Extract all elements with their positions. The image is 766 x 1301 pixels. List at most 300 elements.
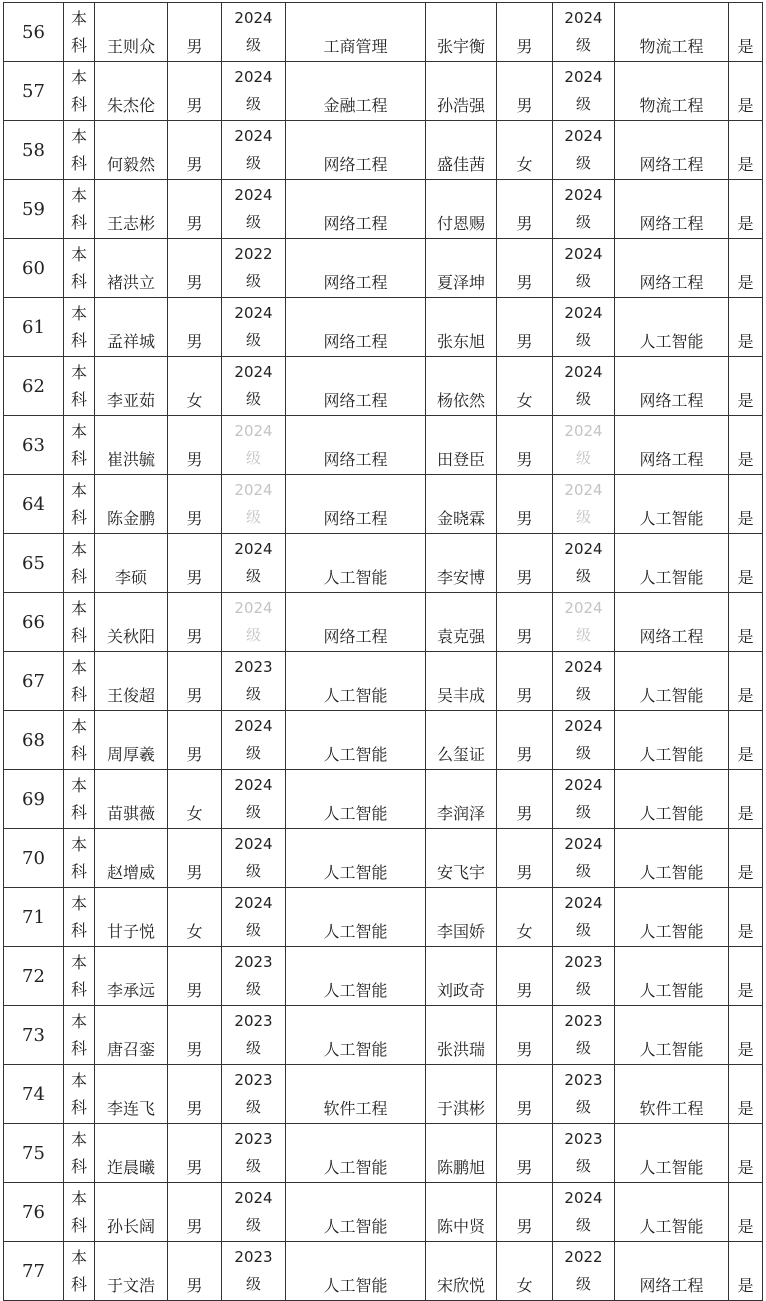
partner-major: 人工智能	[615, 534, 729, 593]
approval-status: 是	[729, 3, 763, 62]
partner-grade-line: 2022	[564, 1248, 603, 1266]
student-grade	[222, 770, 286, 829]
partner-grade	[553, 652, 615, 711]
education-level	[64, 947, 95, 1006]
partner-gender: 男	[497, 1124, 553, 1183]
student-major: 人工智能	[286, 947, 426, 1006]
student-grade	[222, 829, 286, 888]
partner-grade-line: 级	[575, 36, 591, 54]
partner-grade-line: 级	[575, 744, 591, 762]
partner-name: 夏泽坤	[426, 239, 497, 298]
student-gender: 男	[168, 947, 222, 1006]
student-gender: 男	[168, 593, 222, 652]
approval-status: 是	[729, 1006, 763, 1065]
education-level-line: 科	[70, 36, 87, 55]
row-number: 64	[4, 475, 64, 534]
row-number: 66	[4, 593, 64, 652]
partner-name: 付恩赐	[426, 180, 497, 239]
approval-status: 是	[729, 180, 763, 239]
education-level-line: 本	[70, 658, 87, 677]
student-name: 崔洪毓	[95, 416, 168, 475]
education-level-line: 本	[70, 1248, 87, 1267]
approval-status: 是	[729, 652, 763, 711]
partner-name: 吴丰成	[426, 652, 497, 711]
partner-grade-line: 级	[575, 1039, 591, 1057]
student-gender: 男	[168, 62, 222, 121]
student-grade	[222, 1065, 286, 1124]
education-level-line: 科	[70, 803, 87, 822]
education-level-line: 科	[70, 331, 87, 350]
student-major: 人工智能	[286, 770, 426, 829]
partner-grade-line: 级	[575, 567, 591, 585]
education-level-line: 科	[70, 1216, 87, 1235]
student-name: 陈金鹏	[95, 475, 168, 534]
student-major: 网络工程	[286, 593, 426, 652]
row-number: 74	[4, 1065, 64, 1124]
student-gender: 男	[168, 416, 222, 475]
education-level-line: 本	[70, 127, 87, 146]
student-grade-line: 级	[245, 154, 261, 172]
student-grade-line: 级	[245, 1098, 261, 1116]
table-row	[4, 534, 763, 593]
partner-grade-line: 2024	[564, 304, 603, 322]
table-body	[4, 3, 763, 1301]
partner-grade-line: 级	[575, 980, 591, 998]
table-row	[4, 180, 763, 239]
education-level	[64, 475, 95, 534]
student-grade	[222, 534, 286, 593]
student-name: 于文浩	[95, 1242, 168, 1301]
partner-grade-line: 2023	[564, 953, 603, 971]
partner-grade-line: 2024	[564, 658, 603, 676]
student-grade-line: 2024	[234, 894, 273, 912]
student-major: 网络工程	[286, 121, 426, 180]
table-row	[4, 711, 763, 770]
partner-name: 张东旭	[426, 298, 497, 357]
partner-gender: 男	[497, 416, 553, 475]
education-level	[64, 1006, 95, 1065]
education-level	[64, 416, 95, 475]
partner-name: 盛佳茜	[426, 121, 497, 180]
education-level-line: 科	[70, 744, 87, 763]
student-grade-line: 级	[245, 213, 261, 231]
partner-major: 软件工程	[615, 1065, 729, 1124]
education-level-line: 本	[70, 304, 87, 323]
student-name: 赵增威	[95, 829, 168, 888]
student-name: 褚洪立	[95, 239, 168, 298]
partner-major: 网络工程	[615, 593, 729, 652]
partner-grade-line: 级	[575, 213, 591, 231]
student-grade-line: 2023	[234, 1071, 273, 1089]
student-grade-line: 2024	[234, 1189, 273, 1207]
partner-major: 人工智能	[615, 770, 729, 829]
approval-status: 是	[729, 770, 763, 829]
partner-grade	[553, 1183, 615, 1242]
education-level	[64, 180, 95, 239]
partner-grade	[553, 534, 615, 593]
partner-major: 网络工程	[615, 416, 729, 475]
student-grade-line: 2024	[234, 9, 273, 27]
partner-grade-line: 2024	[564, 127, 603, 145]
partner-major: 人工智能	[615, 711, 729, 770]
student-grade	[222, 888, 286, 947]
student-gender: 男	[168, 239, 222, 298]
education-level	[64, 1065, 95, 1124]
partner-grade	[553, 711, 615, 770]
partner-grade-line: 2024	[564, 717, 603, 735]
education-level-line: 科	[70, 1039, 87, 1058]
student-grade	[222, 298, 286, 357]
student-major: 网络工程	[286, 475, 426, 534]
student-grade-line: 级	[245, 508, 261, 526]
education-level-line: 本	[70, 186, 87, 205]
partner-gender: 男	[497, 770, 553, 829]
partner-grade-line: 2023	[564, 1130, 603, 1148]
partner-name: 宋欣悦	[426, 1242, 497, 1301]
student-grade	[222, 180, 286, 239]
student-grade-line: 级	[245, 980, 261, 998]
partner-gender: 女	[497, 888, 553, 947]
student-grade-line: 级	[245, 921, 261, 939]
education-level-line: 科	[70, 1098, 87, 1117]
partner-gender: 女	[497, 1242, 553, 1301]
student-major: 工商管理	[286, 3, 426, 62]
table-row	[4, 829, 763, 888]
partner-grade-line: 级	[575, 1216, 591, 1234]
partner-grade-line: 2024	[564, 599, 603, 617]
education-level	[64, 888, 95, 947]
education-level-line: 科	[70, 862, 87, 881]
student-grade-line: 级	[245, 1275, 261, 1293]
student-major: 金融工程	[286, 62, 426, 121]
student-name: 王则众	[95, 3, 168, 62]
student-name: 李硕	[95, 534, 168, 593]
partner-major: 人工智能	[615, 475, 729, 534]
student-grade-line: 级	[245, 744, 261, 762]
education-level-line: 科	[70, 1157, 87, 1176]
partner-gender: 男	[497, 947, 553, 1006]
partner-grade-line: 2024	[564, 68, 603, 86]
student-gender: 女	[168, 357, 222, 416]
student-grade-line: 2024	[234, 481, 273, 499]
row-number: 56	[4, 3, 64, 62]
table-row	[4, 593, 763, 652]
student-gender: 男	[168, 1065, 222, 1124]
education-level	[64, 357, 95, 416]
partner-grade-line: 级	[575, 449, 591, 467]
partner-major: 网络工程	[615, 1242, 729, 1301]
partner-grade	[553, 1124, 615, 1183]
row-number: 67	[4, 652, 64, 711]
approval-status: 是	[729, 1242, 763, 1301]
partner-grade-line: 级	[575, 272, 591, 290]
student-name: 孙长阔	[95, 1183, 168, 1242]
student-name: 迮晨曦	[95, 1124, 168, 1183]
student-grade	[222, 593, 286, 652]
student-major: 人工智能	[286, 1183, 426, 1242]
partner-grade	[553, 475, 615, 534]
education-level	[64, 62, 95, 121]
row-number: 76	[4, 1183, 64, 1242]
partner-name: 安飞宇	[426, 829, 497, 888]
partner-grade-line: 2023	[564, 1012, 603, 1030]
table-row	[4, 62, 763, 121]
education-level-line: 科	[70, 921, 87, 940]
education-level-line: 本	[70, 540, 87, 559]
student-major: 网络工程	[286, 239, 426, 298]
student-gender: 男	[168, 829, 222, 888]
education-level-line: 本	[70, 245, 87, 264]
student-grade-line: 2024	[234, 127, 273, 145]
table-row	[4, 3, 763, 62]
partner-grade	[553, 298, 615, 357]
partner-gender: 男	[497, 1183, 553, 1242]
student-grade-line: 2024	[234, 776, 273, 794]
table-row	[4, 475, 763, 534]
student-grade-line: 2024	[234, 540, 273, 558]
table-row	[4, 888, 763, 947]
partner-major: 人工智能	[615, 888, 729, 947]
student-name: 李承远	[95, 947, 168, 1006]
partner-grade-line: 级	[575, 1098, 591, 1116]
partner-gender: 男	[497, 1006, 553, 1065]
student-grade-line: 2023	[234, 658, 273, 676]
student-gender: 男	[168, 180, 222, 239]
partner-grade-line: 级	[575, 803, 591, 821]
education-level-line: 本	[70, 835, 87, 854]
education-level	[64, 3, 95, 62]
partner-gender: 男	[497, 62, 553, 121]
student-grade	[222, 652, 286, 711]
education-level-line: 本	[70, 776, 87, 795]
partner-gender: 男	[497, 239, 553, 298]
student-grade-line: 级	[245, 95, 261, 113]
partner-gender: 男	[497, 652, 553, 711]
student-major: 网络工程	[286, 298, 426, 357]
student-grade-line: 级	[245, 36, 261, 54]
student-gender: 女	[168, 888, 222, 947]
partner-major: 物流工程	[615, 62, 729, 121]
partner-name: 刘政奇	[426, 947, 497, 1006]
partner-grade-line: 2024	[564, 422, 603, 440]
student-major: 人工智能	[286, 829, 426, 888]
partner-grade-line: 2024	[564, 481, 603, 499]
approval-status: 是	[729, 593, 763, 652]
partner-grade-line: 2024	[564, 776, 603, 794]
partner-major: 网络工程	[615, 121, 729, 180]
education-level-line: 本	[70, 481, 87, 500]
table-row	[4, 1242, 763, 1301]
education-level-line: 科	[70, 272, 87, 291]
student-major: 人工智能	[286, 711, 426, 770]
student-grade	[222, 1124, 286, 1183]
education-level-line: 科	[70, 213, 87, 232]
student-name: 孟祥城	[95, 298, 168, 357]
education-level	[64, 121, 95, 180]
table-row	[4, 652, 763, 711]
student-pairing-table	[3, 2, 763, 1301]
partner-gender: 男	[497, 829, 553, 888]
education-level	[64, 298, 95, 357]
partner-name: 田登臣	[426, 416, 497, 475]
table-row	[4, 416, 763, 475]
student-major: 人工智能	[286, 1006, 426, 1065]
education-level-line: 本	[70, 1189, 87, 1208]
student-gender: 男	[168, 475, 222, 534]
approval-status: 是	[729, 947, 763, 1006]
student-major: 人工智能	[286, 1124, 426, 1183]
partner-grade	[553, 888, 615, 947]
student-name: 王俊超	[95, 652, 168, 711]
education-level-line: 科	[70, 685, 87, 704]
approval-status: 是	[729, 1183, 763, 1242]
student-grade-line: 2023	[234, 1248, 273, 1266]
education-level-line: 科	[70, 508, 87, 527]
row-number: 65	[4, 534, 64, 593]
student-grade-line: 2023	[234, 953, 273, 971]
student-grade-line: 2024	[234, 717, 273, 735]
education-level	[64, 593, 95, 652]
partner-grade-line: 级	[575, 331, 591, 349]
education-level-line: 科	[70, 980, 87, 999]
partner-grade-line: 2024	[564, 540, 603, 558]
student-gender: 男	[168, 711, 222, 770]
student-grade	[222, 1183, 286, 1242]
education-level	[64, 534, 95, 593]
partner-grade-line: 级	[575, 1157, 591, 1175]
partner-grade-line: 级	[575, 862, 591, 880]
student-grade	[222, 121, 286, 180]
student-name: 甘子悦	[95, 888, 168, 947]
student-grade-line: 级	[245, 1039, 261, 1057]
education-level-line: 科	[70, 1275, 87, 1294]
student-grade-line: 2024	[234, 304, 273, 322]
education-level	[64, 1124, 95, 1183]
partner-grade	[553, 1065, 615, 1124]
partner-grade-line: 2024	[564, 363, 603, 381]
partner-grade	[553, 1006, 615, 1065]
student-grade-line: 2024	[234, 422, 273, 440]
table-row	[4, 1124, 763, 1183]
partner-grade-line: 2024	[564, 835, 603, 853]
student-gender: 男	[168, 652, 222, 711]
partner-name: 李安博	[426, 534, 497, 593]
student-grade	[222, 3, 286, 62]
approval-status: 是	[729, 239, 763, 298]
row-number: 71	[4, 888, 64, 947]
partner-name: 陈鹏旭	[426, 1124, 497, 1183]
education-level	[64, 829, 95, 888]
approval-status: 是	[729, 121, 763, 180]
student-gender: 男	[168, 534, 222, 593]
partner-name: 杨依然	[426, 357, 497, 416]
student-grade-line: 级	[245, 862, 261, 880]
table-row	[4, 239, 763, 298]
student-gender: 男	[168, 121, 222, 180]
partner-grade-line: 2023	[564, 1071, 603, 1089]
student-major: 人工智能	[286, 1242, 426, 1301]
approval-status: 是	[729, 829, 763, 888]
education-level-line: 科	[70, 154, 87, 173]
partner-major: 网络工程	[615, 239, 729, 298]
row-number: 69	[4, 770, 64, 829]
education-level-line: 本	[70, 68, 87, 87]
partner-grade-line: 级	[575, 626, 591, 644]
partner-grade-line: 2024	[564, 186, 603, 204]
partner-grade	[553, 239, 615, 298]
education-level-line: 科	[70, 95, 87, 114]
partner-name: 李国娇	[426, 888, 497, 947]
partner-name: 孙浩强	[426, 62, 497, 121]
education-level	[64, 1183, 95, 1242]
student-gender: 男	[168, 3, 222, 62]
student-grade	[222, 62, 286, 121]
student-grade-line: 2024	[234, 68, 273, 86]
student-name: 何毅然	[95, 121, 168, 180]
student-major: 人工智能	[286, 652, 426, 711]
student-grade-line: 级	[245, 331, 261, 349]
partner-name: 张宇衡	[426, 3, 497, 62]
student-name: 朱杰伦	[95, 62, 168, 121]
table-row	[4, 947, 763, 1006]
education-level	[64, 711, 95, 770]
education-level-line: 本	[70, 1012, 87, 1031]
partner-major: 网络工程	[615, 180, 729, 239]
education-level	[64, 1242, 95, 1301]
partner-name: 于淇彬	[426, 1065, 497, 1124]
education-level	[64, 652, 95, 711]
student-major: 网络工程	[286, 357, 426, 416]
row-number: 70	[4, 829, 64, 888]
partner-grade-line: 级	[575, 154, 591, 172]
partner-gender: 男	[497, 180, 553, 239]
student-name: 唐召銮	[95, 1006, 168, 1065]
row-number: 61	[4, 298, 64, 357]
student-name: 李亚茹	[95, 357, 168, 416]
partner-grade-line: 级	[575, 921, 591, 939]
partner-grade-line: 级	[575, 1275, 591, 1293]
partner-major: 人工智能	[615, 1006, 729, 1065]
partner-gender: 男	[497, 298, 553, 357]
student-grade-line: 级	[245, 685, 261, 703]
education-level-line: 本	[70, 422, 87, 441]
education-level	[64, 770, 95, 829]
partner-grade-line: 级	[575, 508, 591, 526]
partner-name: 么玺证	[426, 711, 497, 770]
education-level-line: 科	[70, 390, 87, 409]
row-number: 68	[4, 711, 64, 770]
student-grade	[222, 475, 286, 534]
row-number: 73	[4, 1006, 64, 1065]
student-major: 软件工程	[286, 1065, 426, 1124]
approval-status: 是	[729, 298, 763, 357]
student-grade	[222, 711, 286, 770]
student-name: 王志彬	[95, 180, 168, 239]
partner-grade-line: 2024	[564, 1189, 603, 1207]
row-number: 60	[4, 239, 64, 298]
partner-grade-line: 2024	[564, 245, 603, 263]
approval-status: 是	[729, 357, 763, 416]
partner-gender: 男	[497, 593, 553, 652]
partner-name: 张洪瑞	[426, 1006, 497, 1065]
partner-gender: 男	[497, 475, 553, 534]
student-gender: 男	[168, 298, 222, 357]
partner-grade-line: 2024	[564, 9, 603, 27]
partner-grade-line: 级	[575, 685, 591, 703]
student-gender: 男	[168, 1242, 222, 1301]
approval-status: 是	[729, 416, 763, 475]
education-level-line: 本	[70, 599, 87, 618]
